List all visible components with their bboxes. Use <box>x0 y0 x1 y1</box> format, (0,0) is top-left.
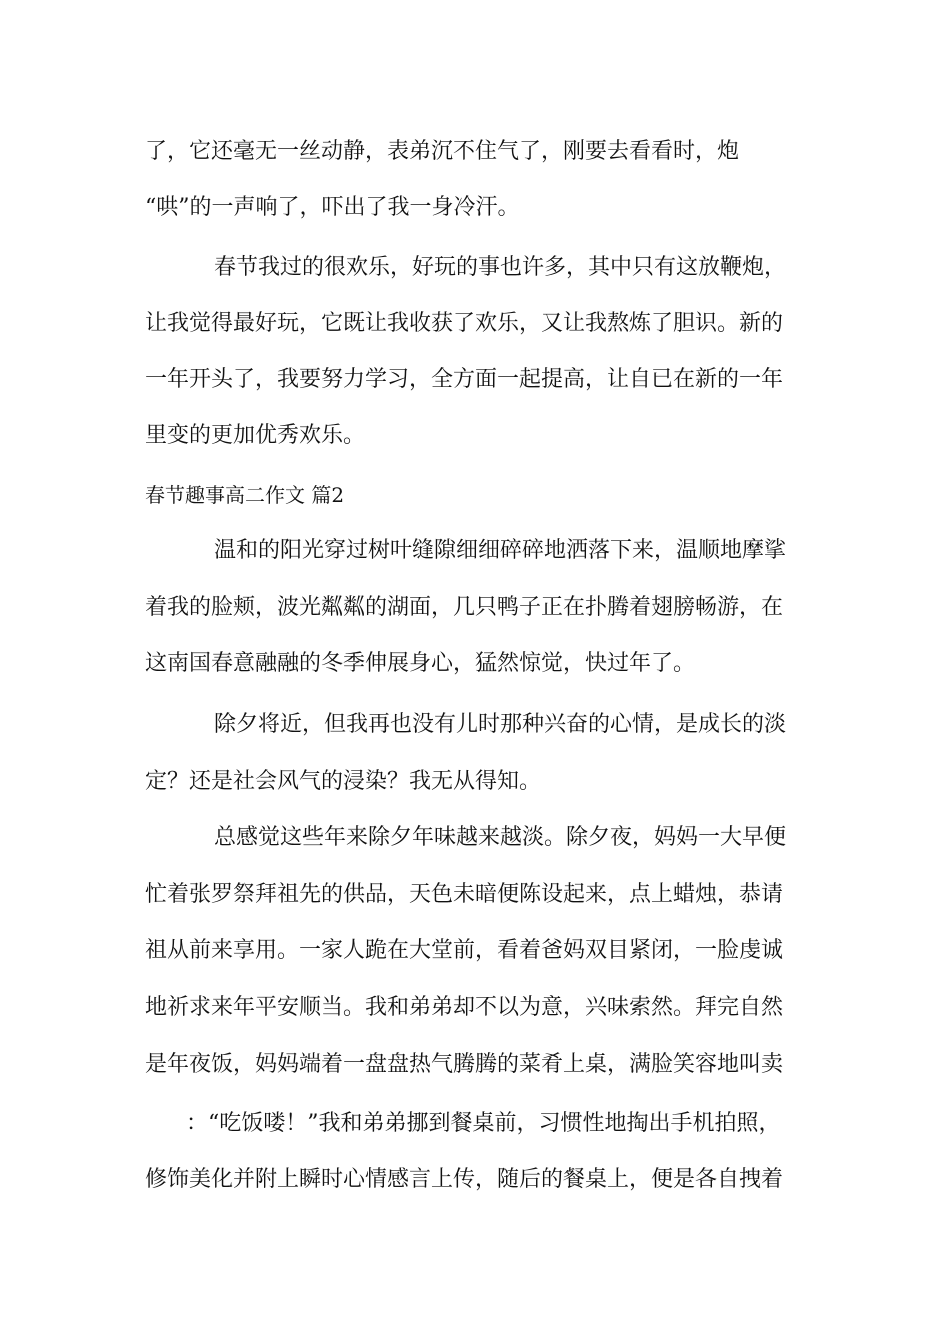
section-title: 春节趣事高二作文 篇2 <box>145 483 345 507</box>
text-line: 里变的更加优秀欢乐。 <box>145 423 366 448</box>
text-line: 了，它还毫无一丝动静，表弟沉不住气了，刚要去看看时，炮 <box>145 139 740 164</box>
text-line: ：“吃饭喽！”我和弟弟挪到餐桌前，习惯性地掏出手机拍照， <box>186 1111 781 1136</box>
text-line: 修饰美化并附上瞬时心情感言上传，随后的餐桌上，便是各自拽着 <box>145 1167 784 1192</box>
text-line: 一年开头了，我要努力学习，全方面一起提高，让自已在新的一年 <box>145 367 784 392</box>
paragraph-line: 除夕将近，但我再也没有儿时那种兴奋的心情，是成长的淡 <box>214 712 787 737</box>
text-line: 是年夜饭，妈妈端着一盘盘热气腾腾的菜肴上桌，满脸笑容地叫卖 <box>145 1052 784 1077</box>
paragraph-line: 总感觉这些年来除夕年味越来越淡。除夕夜，妈妈一大早便 <box>214 825 787 850</box>
text-line: “哄”的一声响了，吓出了我一身冷汗。 <box>145 195 520 220</box>
text-line: 祖从前来享用。一家人跪在大堂前，看着爸妈双目紧闭，一脸虔诚 <box>145 938 784 963</box>
text-line: 让我觉得最好玩，它既让我收获了欢乐，又让我熬炼了胆识。新的 <box>145 311 784 336</box>
text-line: 这南国春意融融的冬季伸展身心，猛然惊觉，快过年了。 <box>145 651 696 676</box>
text-line: 忙着张罗祭拜祖先的供品，天色未暗便陈设起来，点上蜡烛，恭请 <box>145 882 784 907</box>
text-line: 着我的脸颊，波光粼粼的湖面，几只鸭子正在扑腾着翅膀畅游，在 <box>145 595 784 620</box>
text-line: 地祈求来年平安顺当。我和弟弟却不以为意，兴味索然。拜完自然 <box>145 995 784 1020</box>
text-line: 定？还是社会风气的浸染？我无从得知。 <box>145 769 542 794</box>
paragraph-line: 温和的阳光穿过树叶缝隙细细碎碎地洒落下来，温顺地摩挲 <box>214 538 787 563</box>
paragraph-line: 春节我过的很欢乐，好玩的事也许多，其中只有这放鞭炮， <box>214 255 787 280</box>
